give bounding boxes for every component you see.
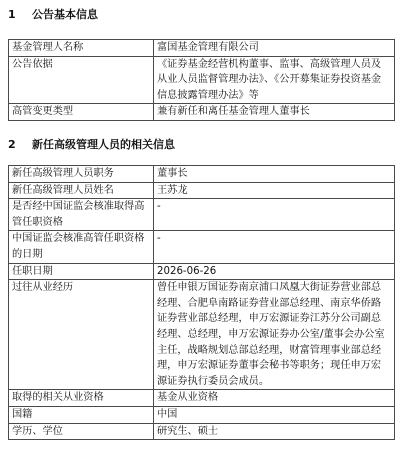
row-label: 任职日期 (9, 263, 154, 280)
row-label: 学历、学位 (9, 423, 154, 440)
row-value: 曾任申银万国证券南京浦口凤凰大街证券营业部总经理、合肥阜南路证券营业部总经理、南京华侨路证券营业部总经理，申万宏源证券江苏分公司副总经理、总经理，申万宏源证券办公室/董事会办公室主任，战略规划总部总经理，财富管理事业部总经理，申万宏源证券董事会秘书等职务；现任申万宏源证券执行委员会成员。 (154, 280, 395, 390)
row-value: 2026-06-26 (154, 263, 395, 280)
row-label: 国籍 (9, 406, 154, 423)
row-value: 研究生、硕士 (154, 423, 395, 440)
row-label: 取得的相关从业资格 (9, 390, 154, 407)
table-row (9, 423, 395, 440)
section-2-number: 2 (8, 138, 16, 151)
section-2-heading (8, 136, 175, 152)
table-row (9, 56, 395, 104)
section-1-heading (8, 6, 98, 22)
table-row (9, 390, 395, 407)
row-value: 中国 (154, 406, 395, 423)
new-executive-table (8, 165, 395, 440)
table-row (9, 280, 395, 390)
row-label: 新任高级管理人员职务 (9, 166, 154, 183)
table-row (9, 182, 395, 199)
section-1-title: 公告基本信息 (32, 8, 98, 21)
table-row (9, 166, 395, 183)
row-label: 是否经中国证监会核准取得高管任职资格 (9, 199, 154, 231)
row-label: 中国证监会核准高管任职资格的日期 (9, 231, 154, 263)
row-label: 基金管理人名称 (9, 40, 154, 57)
row-label: 新任高级管理人员姓名 (9, 182, 154, 199)
table-row (9, 104, 395, 121)
row-value: 王苏龙 (154, 182, 395, 199)
row-label: 公告依据 (9, 56, 154, 104)
table-row (9, 231, 395, 263)
table-row (9, 199, 395, 231)
table-row (9, 406, 395, 423)
row-label: 高管变更类型 (9, 104, 154, 121)
table-row (9, 40, 395, 57)
basic-info-table (8, 39, 395, 121)
row-value: 基金从业资格 (154, 390, 395, 407)
table-row (9, 263, 395, 280)
row-value: 富国基金管理有限公司 (154, 40, 395, 57)
section-2-title: 新任高级管理人员的相关信息 (32, 138, 175, 151)
row-value: - (154, 199, 395, 231)
row-value: - (154, 231, 395, 263)
section-1-number: 1 (8, 8, 16, 21)
row-label: 过往从业经历 (9, 280, 154, 390)
row-value: 兼有新任和离任基金管理人董事长 (154, 104, 395, 121)
row-value: 《证券基金经营机构董事、监事、高级管理人员及从业人员监督管理办法》、《公开募集证券投资基金信息披露管理办法》等 (154, 56, 395, 104)
row-value: 董事长 (154, 166, 395, 183)
